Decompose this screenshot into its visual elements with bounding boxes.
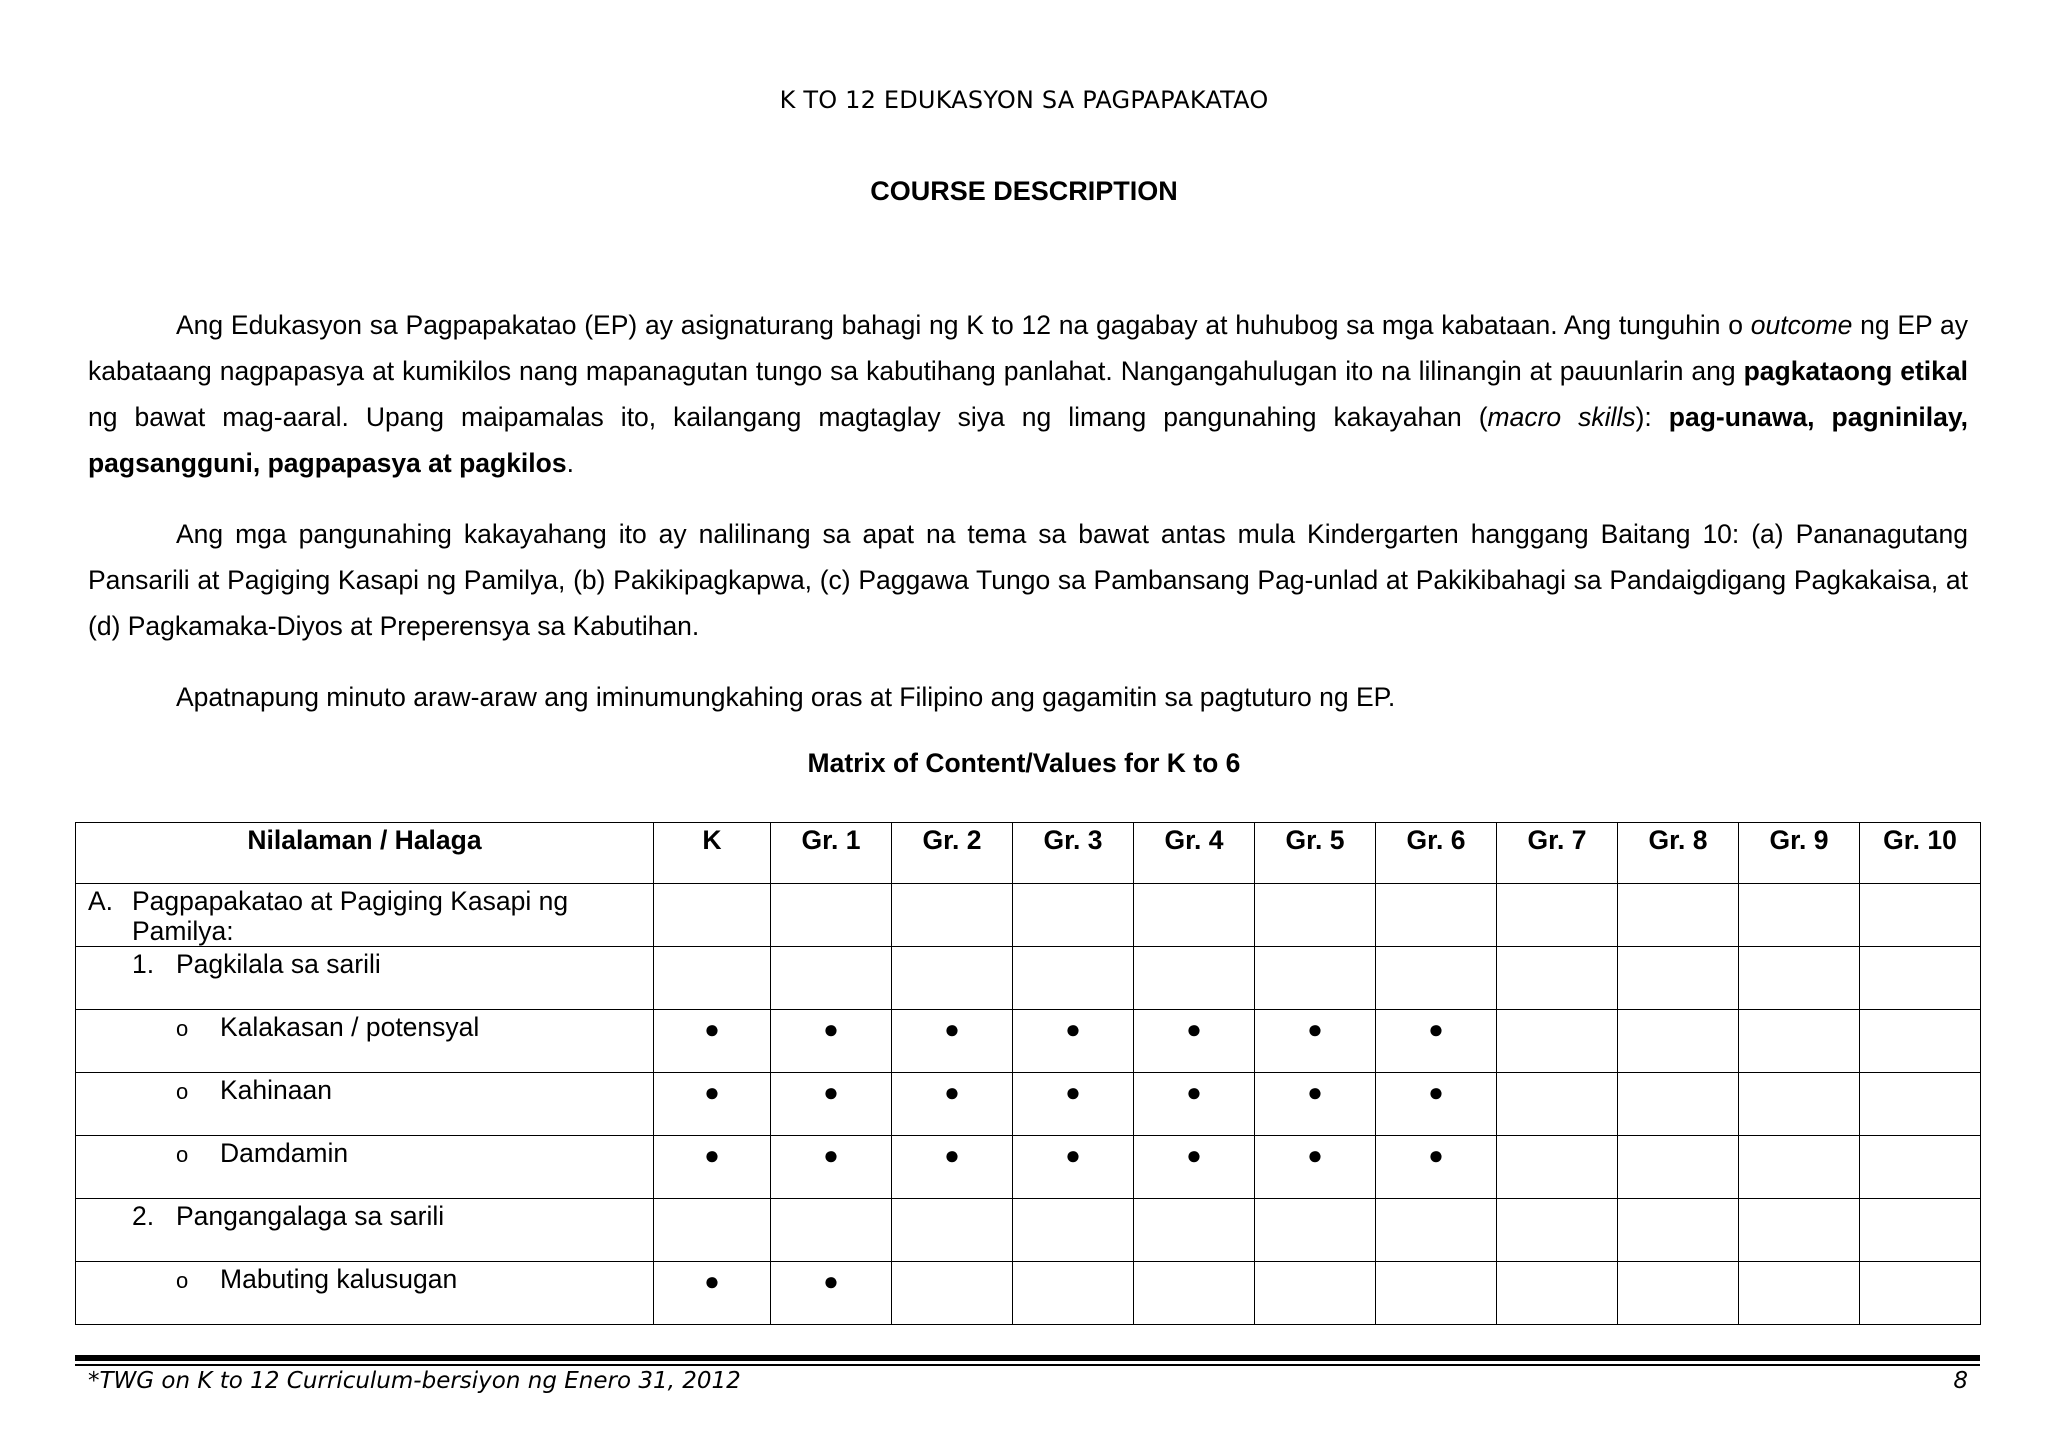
grade-cell — [1134, 1199, 1255, 1262]
grade-cell — [892, 1199, 1013, 1262]
paragraph-1-text-5: . — [566, 448, 574, 478]
grade-cell — [1739, 1010, 1860, 1073]
grade-cell — [1497, 1073, 1618, 1136]
filled-dot-icon: ● — [944, 1014, 960, 1044]
row-label — [76, 884, 654, 947]
sub-item-label: Damdamin — [220, 1138, 349, 1168]
sub-item-label: Mabuting kalusugan — [220, 1264, 458, 1294]
grade-cell — [1739, 1136, 1860, 1199]
grade-cell — [1739, 947, 1860, 1010]
grade-cell — [1134, 1010, 1255, 1073]
grade-cell — [1739, 1073, 1860, 1136]
grade-cell — [892, 1262, 1013, 1325]
paragraph-1-italic-macro-skills: macro skills — [1487, 402, 1636, 432]
filled-dot-icon: ● — [823, 1266, 839, 1296]
filled-dot-icon: ● — [704, 1077, 720, 1107]
paragraph-2-text: Ang mga pangunahing kakayahang ito ay nalilinang sa apat na tema sa bawat antas mula Kindergarten hanggang Baitang 10: (a) Pananagutang Pansarili at Pagiging Kasapi ng Pamilya, (b) Pakikipagkapwa, (c) Paggawa Tungo sa Pambansang Pag-unlad at Pakikibahagi sa Pandaigdigang Pagkakaisa, at (d) Pagkamaka-Diyos at Preperensya sa Kabutihan. — [88, 519, 1968, 641]
grade-cell — [771, 1262, 892, 1325]
grade-cell — [771, 1136, 892, 1199]
grade-cell — [654, 947, 771, 1010]
row-label — [76, 1073, 654, 1136]
filled-dot-icon: ● — [1065, 1014, 1081, 1044]
filled-dot-icon: ● — [1186, 1077, 1202, 1107]
grade-cell — [1618, 1073, 1739, 1136]
paragraph-1-text-2: ng EP ay kabataang nagpapasya at kumikilos nang mapanagutan tungo sa kabutihang panlahat. Nangangahulugan ito na lilinangin at pauunlarin ang — [88, 310, 1968, 386]
grade-cell — [1255, 1136, 1376, 1199]
filled-dot-icon: ● — [823, 1077, 839, 1107]
paragraph-1 — [88, 302, 1968, 486]
filled-dot-icon: ● — [823, 1014, 839, 1044]
document-header-title: K TO 12 EDUKASYON SA PAGPAPAKATAO — [779, 86, 1269, 114]
paragraph-3 — [88, 674, 1968, 720]
column-header-grade: K — [654, 823, 771, 884]
paragraph-1-bold-skills-list: pag-unawa, pagninilay, pagsangguni, pagpapasya at pagkilos — [88, 402, 1968, 478]
column-header-grade: Gr. 5 — [1255, 823, 1376, 884]
grade-cell — [1618, 947, 1739, 1010]
content-values-matrix — [75, 822, 1981, 1325]
grade-cell — [1618, 884, 1739, 947]
grade-cell — [1376, 1073, 1497, 1136]
grade-cell — [771, 1199, 892, 1262]
row-label — [76, 1262, 654, 1325]
grade-cell — [1860, 1136, 1981, 1199]
grade-cell — [654, 1010, 771, 1073]
grade-cell — [1376, 884, 1497, 947]
column-header-content: Nilalaman / Halaga — [76, 823, 654, 884]
footer-page-number: 8 — [1953, 1368, 1968, 1394]
grade-cell — [1376, 947, 1497, 1010]
grade-cell — [1618, 1010, 1739, 1073]
grade-cell — [771, 947, 892, 1010]
grade-cell — [1134, 1136, 1255, 1199]
grade-cell — [1618, 1136, 1739, 1199]
item-number: 2. — [132, 1201, 155, 1231]
item-number: 1. — [132, 949, 155, 979]
filled-dot-icon: ● — [944, 1140, 960, 1170]
table-row — [76, 1136, 1981, 1199]
row-label — [76, 1010, 654, 1073]
grade-cell — [892, 1136, 1013, 1199]
grade-cell — [1860, 947, 1981, 1010]
grade-cell — [1739, 884, 1860, 947]
column-header-grade: Gr. 9 — [1739, 823, 1860, 884]
hollow-bullet-icon: o — [176, 1268, 189, 1293]
grade-cell — [892, 1073, 1013, 1136]
filled-dot-icon: ● — [944, 1077, 960, 1107]
grade-cell — [1255, 947, 1376, 1010]
matrix-header-row — [76, 823, 1981, 884]
column-header-grade: Gr. 8 — [1618, 823, 1739, 884]
sub-item-label: Kahinaan — [220, 1075, 332, 1105]
grade-cell — [1255, 1262, 1376, 1325]
column-header-grade: Gr. 3 — [1013, 823, 1134, 884]
column-header-grade: Gr. 7 — [1497, 823, 1618, 884]
table-row — [76, 1199, 1981, 1262]
footer-source-note: *TWG on K to 12 Curriculum-bersiyon ng Enero 31, 2012 — [88, 1368, 741, 1394]
hollow-bullet-icon: o — [176, 1016, 189, 1041]
grade-cell — [1134, 1073, 1255, 1136]
grade-cell — [1013, 1073, 1134, 1136]
paragraph-3-text: Apatnapung minuto araw-araw ang iminumungkahing oras at Filipino ang gagamitin sa pagtuturo ng EP. — [176, 682, 1396, 712]
paragraph-1-bold-pagkataong-etikal: pagkataong etikal — [1743, 356, 1968, 386]
grade-cell — [771, 1010, 892, 1073]
grade-cell — [1255, 1199, 1376, 1262]
grade-cell — [1134, 947, 1255, 1010]
paragraph-1-italic-outcome: outcome — [1750, 310, 1853, 340]
grade-cell — [1013, 1136, 1134, 1199]
column-header-grade: Gr. 6 — [1376, 823, 1497, 884]
filled-dot-icon: ● — [823, 1140, 839, 1170]
grade-cell — [654, 1262, 771, 1325]
table-row — [76, 947, 1981, 1010]
section-letter: A. — [88, 886, 114, 916]
grade-cell — [1497, 947, 1618, 1010]
grade-cell — [1013, 1010, 1134, 1073]
paragraph-2 — [88, 511, 1968, 649]
item-label: Pagkilala sa sarili — [176, 949, 381, 979]
filled-dot-icon: ● — [1065, 1077, 1081, 1107]
grade-cell — [1134, 884, 1255, 947]
filled-dot-icon: ● — [1428, 1014, 1444, 1044]
grade-cell — [1255, 884, 1376, 947]
grade-cell — [771, 1073, 892, 1136]
grade-cell — [1376, 1136, 1497, 1199]
section-label-line-2: Pamilya: — [132, 916, 234, 946]
table-row — [76, 1262, 1981, 1325]
filled-dot-icon: ● — [1428, 1140, 1444, 1170]
grade-cell — [892, 947, 1013, 1010]
grade-cell — [892, 1010, 1013, 1073]
filled-dot-icon: ● — [1186, 1140, 1202, 1170]
grade-cell — [1013, 947, 1134, 1010]
filled-dot-icon: ● — [1065, 1140, 1081, 1170]
column-header-grade: Gr. 4 — [1134, 823, 1255, 884]
footer-rule-thin — [75, 1364, 1980, 1366]
matrix-title: Matrix of Content/Values for K to 6 — [807, 748, 1241, 778]
filled-dot-icon: ● — [1307, 1014, 1323, 1044]
grade-cell — [654, 1073, 771, 1136]
filled-dot-icon: ● — [1307, 1140, 1323, 1170]
matrix-body — [76, 884, 1981, 1325]
sub-item-label: Kalakasan / potensyal — [220, 1012, 480, 1042]
row-label — [76, 1199, 654, 1262]
grade-cell — [1376, 1199, 1497, 1262]
filled-dot-icon: ● — [704, 1140, 720, 1170]
grade-cell — [1497, 884, 1618, 947]
paragraph-1-text-3: ng bawat mag-aaral. Upang maipamalas ito, kailangang magtaglay siya ng limang pangunahing kakayahan ( — [88, 402, 1488, 432]
section-label-line-1: Pagpapakatao at Pagiging Kasapi ng — [132, 886, 569, 916]
grade-cell — [1860, 1262, 1981, 1325]
grade-cell — [1860, 1073, 1981, 1136]
table-row — [76, 1010, 1981, 1073]
row-label — [76, 1136, 654, 1199]
grade-cell — [1497, 1136, 1618, 1199]
grade-cell — [1376, 1010, 1497, 1073]
grade-cell — [654, 884, 771, 947]
column-header-grade: Gr. 1 — [771, 823, 892, 884]
grade-cell — [1376, 1262, 1497, 1325]
grade-cell — [1739, 1262, 1860, 1325]
grade-cell — [1618, 1262, 1739, 1325]
row-label — [76, 947, 654, 1010]
grade-cell — [1497, 1010, 1618, 1073]
grade-cell — [1860, 1010, 1981, 1073]
grade-cell — [1860, 1199, 1981, 1262]
grade-cell — [1497, 1262, 1618, 1325]
hollow-bullet-icon: o — [176, 1079, 189, 1104]
table-row — [76, 1073, 1981, 1136]
grade-cell — [654, 1199, 771, 1262]
grade-cell — [1013, 884, 1134, 947]
grade-cell — [1860, 884, 1981, 947]
filled-dot-icon: ● — [1428, 1077, 1444, 1107]
filled-dot-icon: ● — [704, 1014, 720, 1044]
grade-cell — [1255, 1010, 1376, 1073]
grade-cell — [1013, 1262, 1134, 1325]
filled-dot-icon: ● — [1307, 1077, 1323, 1107]
footer-rule-thick — [75, 1355, 1980, 1361]
course-description-heading: COURSE DESCRIPTION — [870, 176, 1178, 206]
table-row — [76, 884, 1981, 947]
paragraph-1-text-1: Ang Edukasyon sa Pagpapakatao (EP) ay asignaturang bahagi ng K to 12 na gagabay at huhubog sa mga kabataan. Ang tunguhin o — [176, 310, 1751, 340]
grade-cell — [1255, 1073, 1376, 1136]
grade-cell — [892, 884, 1013, 947]
grade-cell — [1739, 1199, 1860, 1262]
item-label: Pangangalaga sa sarili — [176, 1201, 445, 1231]
grade-cell — [1134, 1262, 1255, 1325]
grade-cell — [771, 884, 892, 947]
paragraph-1-text-4: ): — [1635, 402, 1669, 432]
grade-cell — [1013, 1199, 1134, 1262]
grade-cell — [1618, 1199, 1739, 1262]
filled-dot-icon: ● — [704, 1266, 720, 1296]
column-header-grade: Gr. 10 — [1860, 823, 1981, 884]
grade-cell — [1497, 1199, 1618, 1262]
grade-cell — [654, 1136, 771, 1199]
column-header-grade: Gr. 2 — [892, 823, 1013, 884]
hollow-bullet-icon: o — [176, 1142, 189, 1167]
filled-dot-icon: ● — [1186, 1014, 1202, 1044]
